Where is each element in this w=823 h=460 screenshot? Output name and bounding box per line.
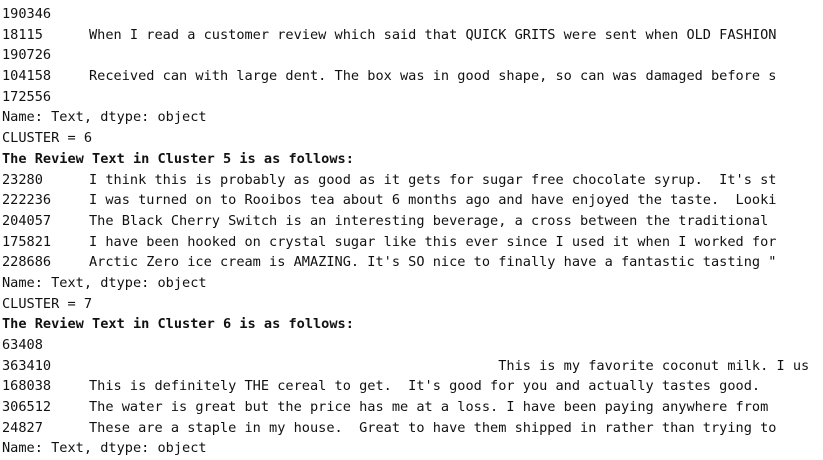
series-row: [2, 170, 823, 191]
row-index: 24827: [2, 419, 43, 436]
review-text: I have been hooked on crystal sugar like this ever since I used it when I worked for: [89, 233, 777, 250]
row-index: 363410: [2, 357, 52, 374]
series-row: [2, 397, 823, 418]
review-text: I was turned on to Rooibos tea about 6 months ago and have enjoyed the taste. Looki: [89, 192, 777, 209]
cluster-heading: The Review Text in Cluster 5 is as follows:: [2, 150, 354, 167]
row-index: 104158: [2, 68, 52, 85]
series-row: [2, 190, 823, 211]
row-index: 172556: [2, 88, 52, 105]
row-index: 168038: [2, 378, 52, 395]
cluster-line: CLUSTER = 6: [2, 130, 93, 147]
series-row: [2, 252, 823, 273]
row-index: 175821: [2, 233, 52, 250]
row-index: 228686: [2, 254, 52, 271]
cluster-line: CLUSTER = 7: [2, 295, 93, 312]
series-row: [2, 376, 823, 397]
row-index: 63408: [2, 337, 43, 353]
row-index: 190346: [2, 6, 52, 22]
review-text: Received can with large dent. The box was in good shape, so can was damaged before s: [89, 68, 777, 85]
series-footer: Name: Text, dtype: object: [2, 109, 207, 126]
series-footer: Name: Text, dtype: object: [2, 440, 207, 457]
series-footer: Name: Text, dtype: object: [2, 274, 207, 291]
row-index: 306512: [2, 399, 52, 416]
series-row: [2, 335, 823, 356]
notebook-cell-output: [2, 4, 823, 459]
series-block-1: [2, 4, 823, 128]
row-index: 23280: [2, 171, 43, 188]
row-index: 18115: [2, 26, 43, 43]
series-row: [2, 25, 823, 46]
series-row: [2, 356, 823, 377]
review-text: The water is great but the price has me at a loss. I have been paying anywhere from: [89, 399, 769, 416]
review-text: I think this is probably as good as it gets for sugar free chocolate syrup. It's st: [89, 171, 777, 188]
review-text: When I read a customer review which said that QUICK GRITS were sent when OLD FASHION: [89, 26, 777, 43]
review-text: This is my favorite coconut milk. I us: [89, 357, 810, 374]
review-text: The Black Cherry Switch is an interesting beverage, a cross between the traditional: [89, 212, 769, 229]
row-index: 190726: [2, 47, 52, 64]
series-row: [2, 87, 823, 108]
review-text: This is definitely THE cereal to get. It's good for you and actually tastes good.: [89, 378, 761, 395]
review-text: Arctic Zero ice cream is AMAZING. It's SO nice to finally have a fantastic tasting ": [89, 254, 777, 271]
series-row: [2, 211, 823, 232]
series-row: [2, 418, 823, 439]
row-index: 222236: [2, 192, 52, 209]
series-row: [2, 45, 823, 66]
series-block-2: [2, 170, 823, 294]
row-index: 204057: [2, 212, 52, 229]
series-row: [2, 232, 823, 253]
series-row: [2, 66, 823, 87]
review-text: These are a staple in my house. Great to have them shipped in rather than trying to: [89, 419, 777, 436]
cluster-heading: The Review Text in Cluster 6 is as follows:: [2, 316, 354, 333]
series-block-3: [2, 335, 823, 459]
series-row: [2, 4, 823, 25]
